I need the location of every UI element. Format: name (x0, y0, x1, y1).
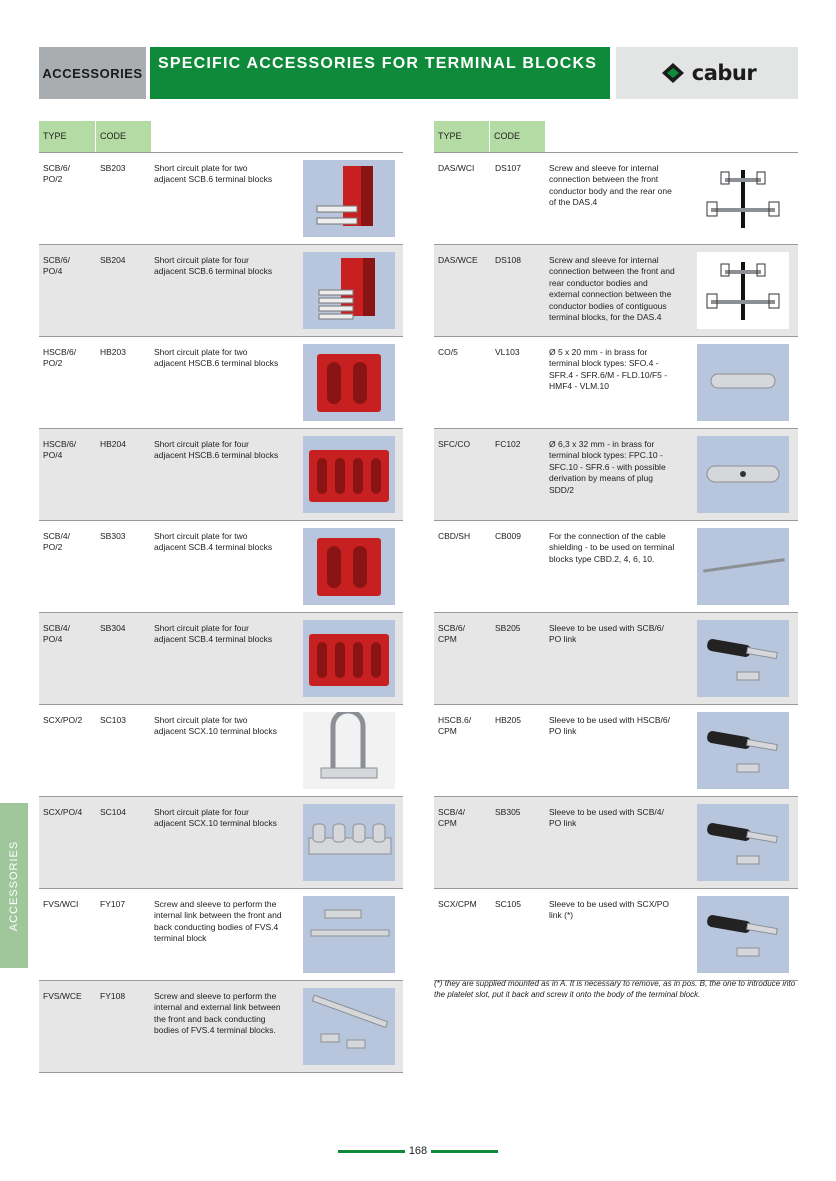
type-cell: SCX/PO/4 (43, 807, 83, 817)
code-cell: SB304 (100, 623, 126, 633)
product-photo (303, 344, 395, 421)
product-photo (697, 160, 789, 237)
table-row (434, 245, 798, 337)
type-cell: DAS/WCI (438, 163, 475, 173)
code-cell: SB204 (100, 255, 126, 265)
table-row (39, 889, 403, 981)
code-cell: FC102 (495, 439, 521, 449)
table-row (39, 429, 403, 521)
table-row (39, 153, 403, 245)
code-cell: HB204 (100, 439, 126, 449)
description-cell: Sleeve to be used with HSCB/6/ PO link (549, 715, 670, 737)
table-row (39, 705, 403, 797)
code-cell: SC105 (495, 899, 521, 909)
code-cell: CB009 (495, 531, 521, 541)
logo-icon (658, 62, 688, 84)
product-photo (697, 712, 789, 789)
description-cell: Sleeve to be used with SCX/PO link (*) (549, 899, 670, 921)
product-photo (303, 712, 395, 789)
section-label: ACCESSORIES (39, 47, 146, 99)
type-header: TYPE (434, 121, 489, 152)
description-cell: Short circuit plate for four adjacent SCX.10 terminal blocks (154, 807, 277, 829)
table-row (39, 245, 403, 337)
product-photo (303, 896, 395, 973)
description-cell: Short circuit plate for two adjacent SCB.6 terminal blocks (154, 163, 273, 185)
product-photo (303, 528, 395, 605)
description-cell: Screw and sleeve to perform the internal and external link between the front and back conducting bodies of FVS.4 terminal blocks. (154, 991, 281, 1036)
code-cell: DS107 (495, 163, 521, 173)
product-photo (697, 252, 789, 329)
product-photo (303, 436, 395, 513)
table-row (434, 337, 798, 429)
code-header: CODE (490, 121, 545, 152)
type-cell: HSCB/6/ PO/4 (43, 439, 77, 461)
product-photo (697, 620, 789, 697)
product-photo (303, 988, 395, 1065)
product-photo (303, 252, 395, 329)
table-row (39, 521, 403, 613)
type-cell: HSCB/6/ PO/2 (43, 347, 77, 369)
product-photo (697, 528, 789, 605)
code-cell: VL103 (495, 347, 520, 357)
table-row (434, 429, 798, 521)
description-cell: Short circuit plate for four adjacent SCB.4 terminal blocks (154, 623, 273, 645)
description-cell: Sleeve to be used with SCB/6/ PO link (549, 623, 664, 645)
code-header: CODE (96, 121, 151, 152)
description-cell: Sleeve to be used with SCB/4/ PO link (549, 807, 664, 829)
type-cell: SCX/CPM (438, 899, 477, 909)
table-row (434, 705, 798, 797)
table-header (39, 121, 403, 153)
table-row (434, 153, 798, 245)
product-photo (303, 160, 395, 237)
table-header (434, 121, 798, 153)
code-cell: HB205 (495, 715, 521, 725)
table-row (434, 521, 798, 613)
table-row (39, 981, 403, 1073)
code-cell: HB203 (100, 347, 126, 357)
description-cell: For the connection of the cable shielding - to be used on terminal blocks type CBD.2, 4, 6, 10. (549, 531, 675, 564)
side-tab-label: ACCESSORIES (8, 840, 20, 931)
code-cell: SB203 (100, 163, 126, 173)
description-cell: Ø 6,3 x 32 mm - in brass for terminal block types: FPC.10 - SFC.10 - SFR.6 - with possible derivation by means of plug SDD/2 (549, 439, 666, 495)
code-cell: SB303 (100, 531, 126, 541)
description-cell: Short circuit plate for four adjacent HSCB.6 terminal blocks (154, 439, 279, 461)
page-number: 168 (405, 1145, 431, 1157)
product-photo (697, 896, 789, 973)
type-cell: DAS/WCE (438, 255, 478, 265)
product-photo (303, 804, 395, 881)
code-cell: SB205 (495, 623, 521, 633)
table-row (434, 613, 798, 705)
product-photo (697, 436, 789, 513)
table-row (434, 889, 798, 981)
code-cell: SC103 (100, 715, 126, 725)
table-row (39, 337, 403, 429)
description-cell: Short circuit plate for four adjacent SCB.6 terminal blocks (154, 255, 273, 277)
code-cell: FY107 (100, 899, 126, 909)
description-cell: Screw and sleeve to perform the internal link between the front and back conducting bodies of FVS.4 terminal block (154, 899, 282, 944)
type-cell: SCB/4/ CPM (438, 807, 465, 829)
description-cell: Ø 5 x 20 mm - in brass for terminal block types: SFO.4 - SFR.4 - SFR.6/M - FLD.10/F5 - HMF4 - VLM.10 (549, 347, 668, 392)
type-cell: CBD/SH (438, 531, 471, 541)
table-row (434, 797, 798, 889)
table-row (39, 613, 403, 705)
footnote: (*) they are supplied mounted as in A. It is necessary to remove, as in pos. B, the one to introduce into the platelet slot, put it back and screw it onto the body of the terminal block. (434, 979, 796, 999)
right-accessories-table (434, 121, 798, 981)
description-cell: Short circuit plate for two adjacent HSCB.6 terminal blocks (154, 347, 279, 369)
product-photo (697, 804, 789, 881)
type-cell: CO/5 (438, 347, 458, 357)
description-cell: Short circuit plate for two adjacent SCB.4 terminal blocks (154, 531, 273, 553)
page-title: SPECIFIC ACCESSORIES FOR TERMINAL BLOCKS (150, 47, 610, 99)
product-photo (303, 620, 395, 697)
type-header: TYPE (39, 121, 95, 152)
product-photo (697, 344, 789, 421)
page-rule-right (429, 1150, 498, 1153)
type-cell: SFC/CO (438, 439, 471, 449)
description-cell: Screw and sleeve for internal connection between the front and rear conductor bodies and external connection between the conductor bodies of contiguous terminal blocks, for the DAS.4 (549, 255, 675, 323)
description-cell: Short circuit plate for two adjacent SCX.10 terminal blocks (154, 715, 277, 737)
code-cell: DS108 (495, 255, 521, 265)
brand-logo (616, 47, 798, 99)
left-accessories-table (39, 121, 403, 1073)
type-cell: FVS/WCI (43, 899, 79, 909)
code-cell: SB305 (495, 807, 521, 817)
type-cell: SCB/6/ CPM (438, 623, 465, 645)
type-cell: SCB/6/ PO/2 (43, 163, 70, 185)
logo-text: cabur (691, 61, 757, 85)
code-cell: SC104 (100, 807, 126, 817)
description-cell: Screw and sleeve for internal connection between the front conductor body and the rear one of the DAS.4 (549, 163, 672, 208)
code-cell: FY108 (100, 991, 126, 1001)
type-cell: FVS/WCE (43, 991, 82, 1001)
type-cell: SCB/6/ PO/4 (43, 255, 70, 277)
type-cell: SCB/4/ PO/4 (43, 623, 70, 645)
page-rule-left (338, 1150, 408, 1153)
table-row (39, 797, 403, 889)
side-section-tab (0, 803, 28, 968)
type-cell: SCB/4/ PO/2 (43, 531, 70, 553)
type-cell: SCX/PO/2 (43, 715, 83, 725)
type-cell: HSCB.6/ CPM (438, 715, 472, 737)
